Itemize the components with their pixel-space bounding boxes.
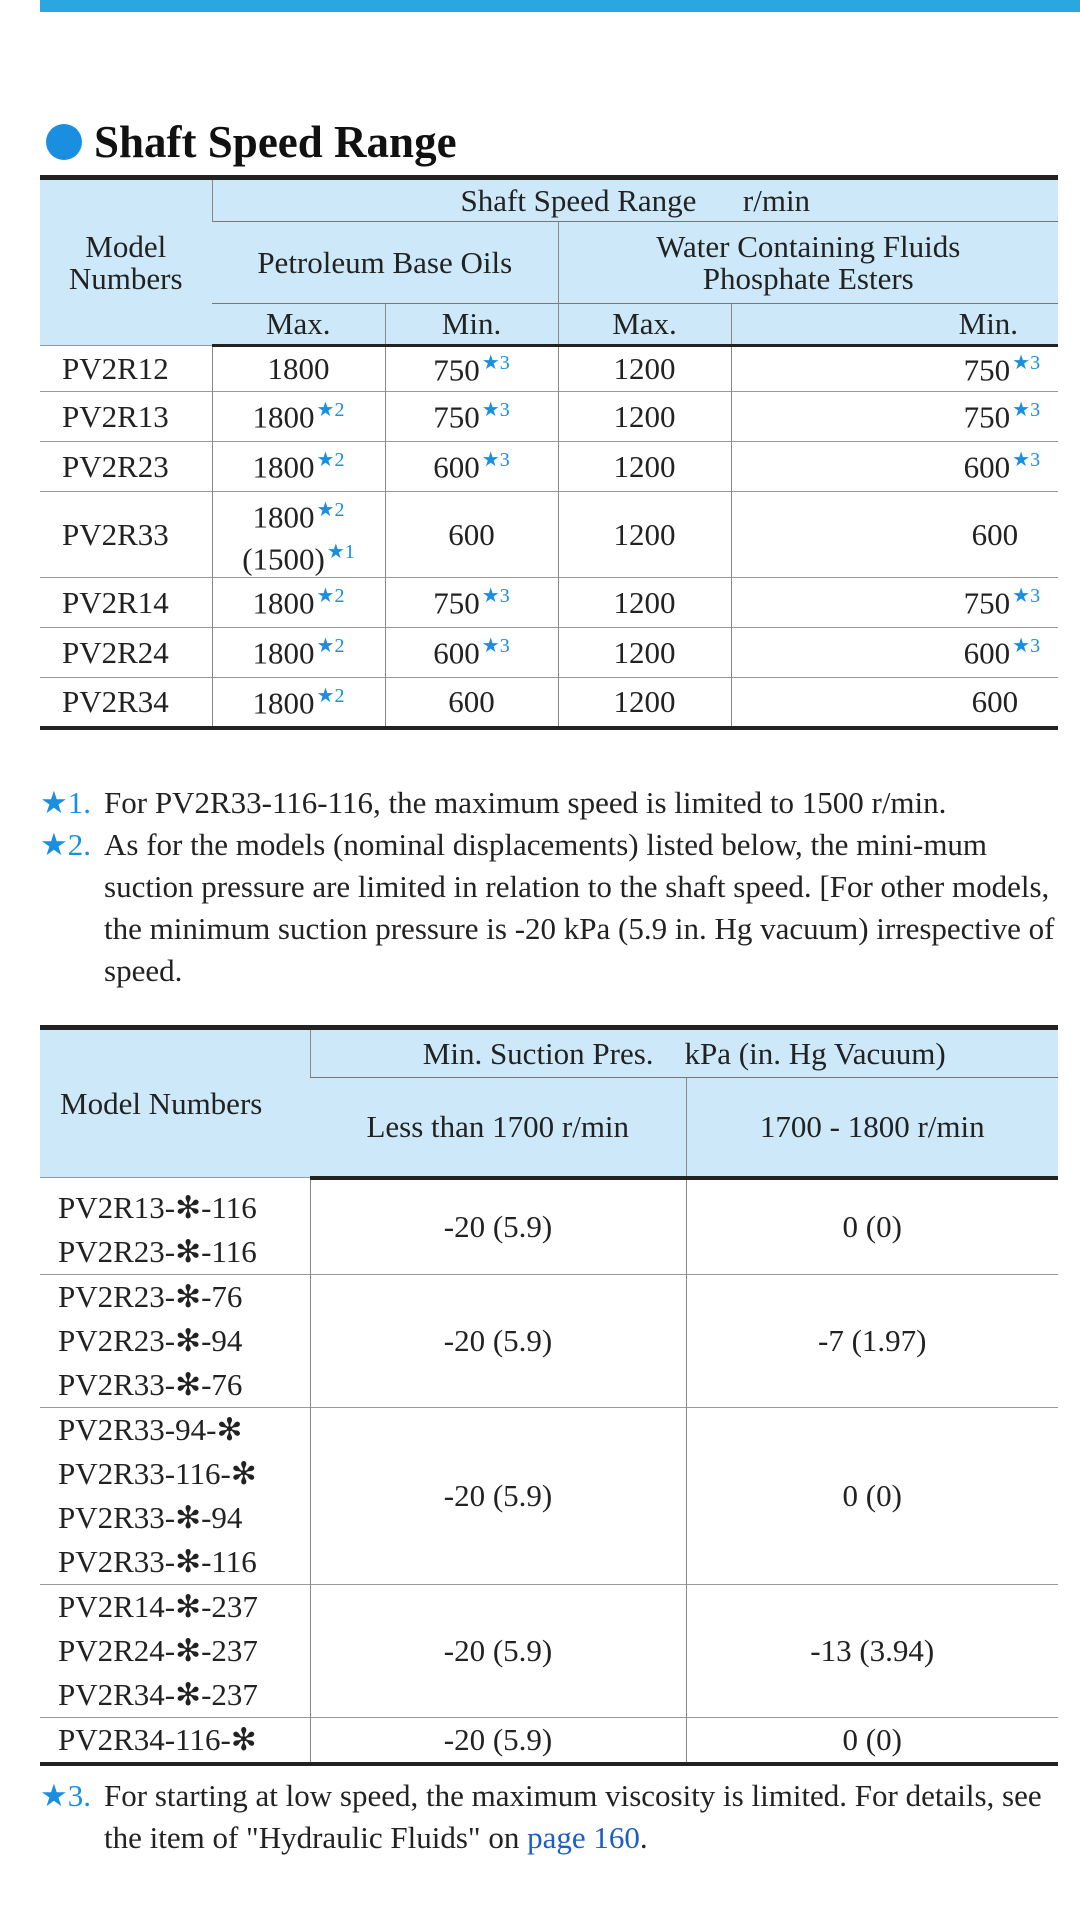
high-speed-cell: 0 (0) bbox=[686, 1178, 1058, 1275]
petroleum-min-cell: 600 $^{★3}$ bbox=[385, 442, 558, 492]
footnote-star-ref: ★3 bbox=[1012, 449, 1041, 472]
low-speed-cell: -20 (5.9) bbox=[310, 1408, 686, 1585]
model-cell: PV2R13 bbox=[40, 392, 212, 442]
model-list-cell bbox=[40, 1585, 310, 1718]
footnote-star-ref: ★3 bbox=[1012, 399, 1041, 422]
speed-row bbox=[40, 346, 1058, 392]
model-cell: PV2R33 bbox=[40, 492, 212, 578]
petroleum-min-cell: 750 $^{★3}$ bbox=[385, 578, 558, 628]
petroleum-max-cell: 1800 $^{★2}$ (1500) $^{★1}$ bbox=[212, 492, 385, 578]
col-less-than-1700: Less than 1700 r/min bbox=[310, 1078, 686, 1178]
water-max-cell: 1200 bbox=[558, 578, 731, 628]
petroleum-min-cell: 600 bbox=[385, 492, 558, 578]
high-speed-cell: -13 (3.94) bbox=[686, 1585, 1058, 1718]
model-number: PV2R33-94-✻ bbox=[58, 1412, 243, 1447]
model-number: PV2R23-✻-76 bbox=[58, 1279, 243, 1314]
suction-row-group bbox=[40, 1275, 1058, 1408]
footnote-3 bbox=[40, 1775, 1070, 1859]
footnote-star-ref: ★2 bbox=[316, 684, 345, 707]
water-min-cell: 750 $^{★3}$ bbox=[731, 392, 1058, 442]
footnote-2-marker: ★2. bbox=[40, 827, 92, 862]
model-cell: PV2R24 bbox=[40, 628, 212, 678]
petroleum-max-cell: 1800 $^{★2}$ bbox=[212, 442, 385, 492]
footnotes-top bbox=[40, 782, 1070, 992]
footnote-star-ref: ★3 bbox=[1012, 635, 1041, 658]
footnote-star-ref: ★3 bbox=[1012, 351, 1041, 374]
footnote-star-ref: ★3 bbox=[1012, 585, 1041, 608]
petroleum-max-cell: 1800 $^{★2}$ bbox=[212, 392, 385, 442]
footnote-star-ref: ★2 bbox=[316, 399, 345, 422]
shaft-speed-table bbox=[40, 175, 1058, 730]
model-number: PV2R24-✻-237 bbox=[58, 1633, 258, 1668]
model-cell: PV2R34 bbox=[40, 678, 212, 728]
speed-row bbox=[40, 628, 1058, 678]
suction-pressure-table bbox=[40, 1025, 1058, 1766]
footnote-1-marker: ★1. bbox=[40, 785, 92, 820]
model-cell: PV2R14 bbox=[40, 578, 212, 628]
petroleum-max-cell: 1800 $^{★2}$ bbox=[212, 578, 385, 628]
footnote-star-ref: ★3 bbox=[481, 449, 510, 472]
water-min-cell: 600 $^{★3}$ bbox=[731, 628, 1058, 678]
water-max-header: Max. bbox=[558, 304, 731, 346]
model-number: PV2R34-✻-237 bbox=[58, 1677, 258, 1712]
model-numbers-header: Model Numbers bbox=[40, 178, 212, 346]
water-max-cell: 1200 bbox=[558, 346, 731, 392]
water-min-cell: 750 $^{★3}$ bbox=[731, 346, 1058, 392]
water-header: Water Containing Fluids Phosphate Esters bbox=[558, 222, 1058, 304]
footnote-3-end: . bbox=[639, 1820, 648, 1855]
petroleum-header: Petroleum Base Oils bbox=[212, 222, 558, 304]
petroleum-min-cell: 600 bbox=[385, 678, 558, 728]
footnote-3-body: For starting at low speed, the maximum viscosity is limited. For details, see the item of "Hydraulic Fluids" on bbox=[104, 1778, 1042, 1855]
suction-row-group bbox=[40, 1718, 1058, 1765]
footnote-1 bbox=[40, 782, 1070, 824]
model-list-cell bbox=[40, 1718, 310, 1765]
water-max-cell: 1200 bbox=[558, 492, 731, 578]
low-speed-cell: -20 (5.9) bbox=[310, 1178, 686, 1275]
section-heading bbox=[46, 112, 457, 172]
section-title: Shaft Speed Range bbox=[94, 117, 457, 167]
footnote-star-ref: ★2 bbox=[316, 499, 345, 522]
petroleum-min-cell: 750 $^{★3}$ bbox=[385, 392, 558, 442]
footnote-3-marker: ★3. bbox=[40, 1778, 92, 1813]
petroleum-min-cell: 600 $^{★3}$ bbox=[385, 628, 558, 678]
footnote-3-text bbox=[104, 1775, 1070, 1859]
model-cell: PV2R23 bbox=[40, 442, 212, 492]
water-min-cell: 600 bbox=[731, 678, 1058, 728]
water-min-cell: 600 $^{★3}$ bbox=[731, 442, 1058, 492]
model-numbers-header-2: Model Numbers bbox=[40, 1028, 310, 1178]
suction-row-group bbox=[40, 1178, 1058, 1275]
low-speed-cell: -20 (5.9) bbox=[310, 1275, 686, 1408]
water-max-cell: 1200 bbox=[558, 392, 731, 442]
water-min-cell: 750 $^{★3}$ bbox=[731, 578, 1058, 628]
petroleum-max-header: Max. bbox=[212, 304, 385, 346]
petroleum-max-cell: 1800 bbox=[212, 346, 385, 392]
model-number: PV2R33-✻-76 bbox=[58, 1367, 243, 1402]
model-number: PV2R34-116-✻ bbox=[58, 1722, 257, 1757]
water-min-cell: 600 bbox=[731, 492, 1058, 578]
footnote-bottom bbox=[40, 1775, 1070, 1859]
model-list-cell bbox=[40, 1178, 310, 1275]
footnote-star-ref: ★3 bbox=[481, 585, 510, 608]
speed-row bbox=[40, 392, 1058, 442]
low-speed-cell: -20 (5.9) bbox=[310, 1585, 686, 1718]
model-list-cell bbox=[40, 1275, 310, 1408]
petroleum-max-cell: 1800 $^{★2}$ bbox=[212, 628, 385, 678]
top-accent-bar bbox=[40, 0, 1080, 12]
high-speed-cell: 0 (0) bbox=[686, 1718, 1058, 1765]
model-list-cell bbox=[40, 1408, 310, 1585]
petroleum-max-cell: 1800 $^{★2}$ bbox=[212, 678, 385, 728]
high-speed-cell: -7 (1.97) bbox=[686, 1275, 1058, 1408]
petroleum-min-cell: 750 $^{★3}$ bbox=[385, 346, 558, 392]
model-number: PV2R23-✻-116 bbox=[58, 1234, 257, 1269]
footnote-star-ref: ★2 bbox=[316, 635, 345, 658]
model-number: PV2R33-✻-94 bbox=[58, 1500, 243, 1535]
water-max-cell: 1200 bbox=[558, 678, 731, 728]
footnote-2-text: As for the models (nominal displacements) listed below, the mini-mum suction pressure are limited in relation to the shaft speed. [For other models, the minimum suction pressure is -20 kPa (5.9 in. Hg vacuum) irrespective of speed. bbox=[104, 827, 1055, 988]
water-max-cell: 1200 bbox=[558, 628, 731, 678]
footnote-star-ref: ★3 bbox=[481, 635, 510, 658]
col-1700-1800: 1700 - 1800 r/min bbox=[686, 1078, 1058, 1178]
model-number: PV2R33-116-✻ bbox=[58, 1456, 257, 1491]
footnote-2 bbox=[40, 824, 1070, 992]
footnote-star-ref: ★3 bbox=[481, 351, 510, 374]
footnote-star-ref: ★2 bbox=[316, 585, 345, 608]
model-number: PV2R13-✻-116 bbox=[58, 1190, 257, 1225]
model-number: PV2R23-✻-94 bbox=[58, 1323, 243, 1358]
footnote-star-ref: ★1 bbox=[326, 540, 355, 563]
suction-row-group bbox=[40, 1585, 1058, 1718]
speed-row bbox=[40, 442, 1058, 492]
model-cell: PV2R12 bbox=[40, 346, 212, 392]
suction-row-group bbox=[40, 1408, 1058, 1585]
model-number: PV2R33-✻-116 bbox=[58, 1544, 257, 1579]
water-max-cell: 1200 bbox=[558, 442, 731, 492]
suction-group-header: Min. Suction Pres. kPa (in. Hg Vacuum) bbox=[310, 1028, 1058, 1078]
bullet-dot-icon bbox=[46, 124, 82, 160]
speed-row bbox=[40, 578, 1058, 628]
footnote-star-ref: ★3 bbox=[481, 399, 510, 422]
low-speed-cell: -20 (5.9) bbox=[310, 1718, 686, 1765]
model-number: PV2R14-✻-237 bbox=[58, 1589, 258, 1624]
footnote-star-ref: ★2 bbox=[316, 449, 345, 472]
page-160-link[interactable]: page 160 bbox=[527, 1820, 640, 1855]
shaft-speed-group-header: Shaft Speed Range r/min bbox=[212, 178, 1058, 222]
water-min-header: Min. bbox=[731, 304, 1058, 346]
footnote-1-text: For PV2R33-116-116, the maximum speed is limited to 1500 r/min. bbox=[104, 785, 947, 820]
speed-row bbox=[40, 678, 1058, 728]
speed-row bbox=[40, 492, 1058, 578]
high-speed-cell: 0 (0) bbox=[686, 1408, 1058, 1585]
petroleum-min-header: Min. bbox=[385, 304, 558, 346]
